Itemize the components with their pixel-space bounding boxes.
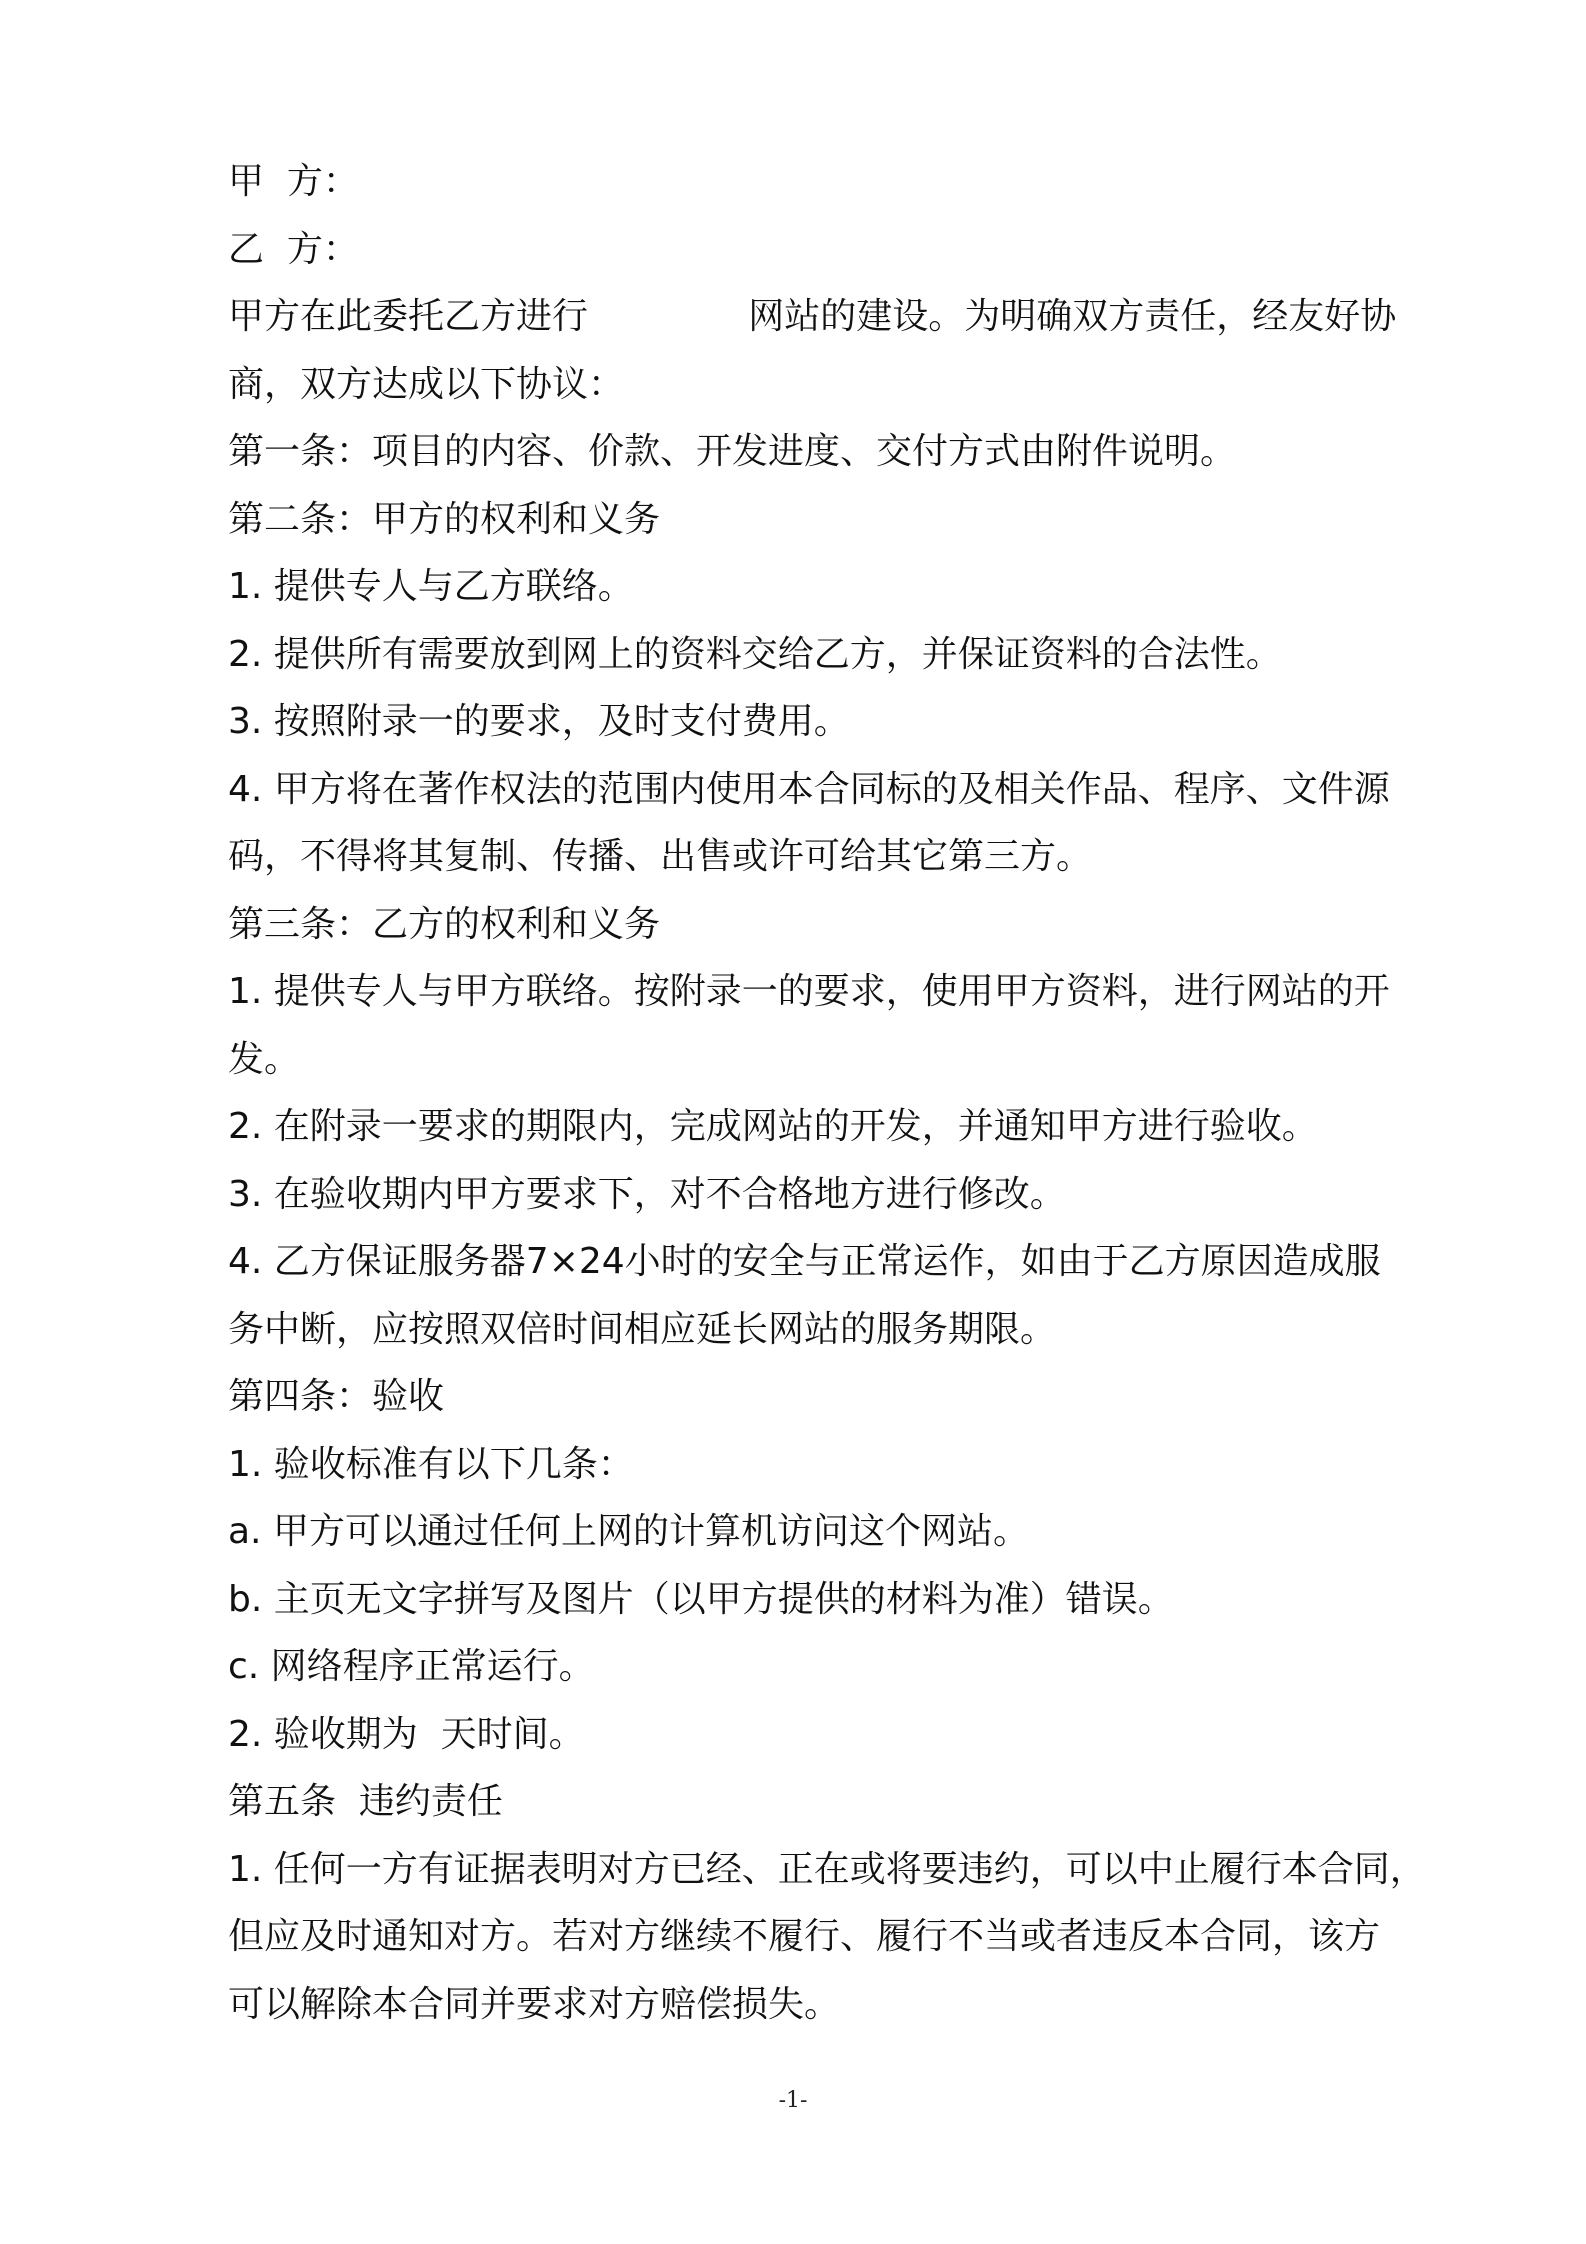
article-3-item-1-line-1: 1. 提供专人与甲方联络。按附录一的要求，使用甲方资料，进行网站的开 <box>228 971 1390 1012</box>
article-2-heading: 第二条：甲方的权利和义务 <box>228 498 661 540</box>
article-3-item-1-line-2: 发。 <box>228 1038 301 1080</box>
article-4-item-a: a. 甲方可以通过任何上网的计算机访问这个网站。 <box>228 1511 1029 1552</box>
article-2-item-2: 2. 提供所有需要放到网上的资料交给乙方，并保证资料的合法性。 <box>228 633 1282 675</box>
article-3-heading: 第三条：乙方的权利和义务 <box>228 903 661 945</box>
article-5-item-1-line-3: 可以解除本合同并要求对方赔偿损失。 <box>228 1983 841 2025</box>
page-number: -1- <box>778 2088 808 2113</box>
article-2-item-1: 1. 提供专人与乙方联络。 <box>228 566 634 607</box>
contract-body <box>228 148 1450 2038</box>
party-b-line: 乙 方： <box>228 228 359 270</box>
article-4-item-1: 1. 验收标准有以下几条： <box>228 1443 634 1485</box>
article-4-item-b: b. 主页无文字拼写及图片（以甲方提供的材料为准）错误。 <box>228 1578 1174 1620</box>
article-5-heading: 第五条 违约责任 <box>228 1781 503 1822</box>
article-3-item-4-line-2: 务中断，应按照双倍时间相应延长网站的服务期限。 <box>228 1308 1057 1350</box>
article-3-item-2: 2. 在附录一要求的期限内，完成网站的开发，并通知甲方进行验收。 <box>228 1106 1318 1147</box>
article-3-item-4-line-1: 4. 乙方保证服务器7×24小时的安全与正常运作，如由于乙方原因造成服 <box>228 1241 1381 1282</box>
intro-line-1: 甲方在此委托乙方进行 网站的建设。为明确双方责任，经友好协 <box>228 296 1397 337</box>
article-2-item-3: 3. 按照附录一的要求，及时支付费用。 <box>228 701 850 742</box>
article-4-item-c: c. 网络程序正常运行。 <box>228 1646 595 1687</box>
article-2-item-4-line-2: 码，不得将其复制、传播、出售或许可给其它第三方。 <box>228 836 1093 877</box>
article-4-item-2: 2. 验收期为 天时间。 <box>228 1713 585 1755</box>
intro-line-2: 商，双方达成以下协议： <box>228 363 625 405</box>
article-1: 第一条：项目的内容、价款、开发进度、交付方式由附件说明。 <box>228 431 1237 472</box>
article-3-item-3: 3. 在验收期内甲方要求下，对不合格地方进行修改。 <box>228 1173 1066 1215</box>
article-4-heading: 第四条：验收 <box>228 1376 445 1417</box>
article-5-item-1-line-2: 但应及时通知对方。若对方继续不履行、履行不当或者违反本合同，该方 <box>228 1916 1381 1957</box>
article-5-item-1-line-1: 1. 任何一方有证据表明对方已经、正在或将要违约，可以中止履行本合同， <box>228 1848 1426 1890</box>
party-a-line: 甲 方： <box>228 161 359 202</box>
article-2-item-4-line-1: 4. 甲方将在著作权法的范围内使用本合同标的及相关作品、程序、文件源 <box>228 768 1390 810</box>
